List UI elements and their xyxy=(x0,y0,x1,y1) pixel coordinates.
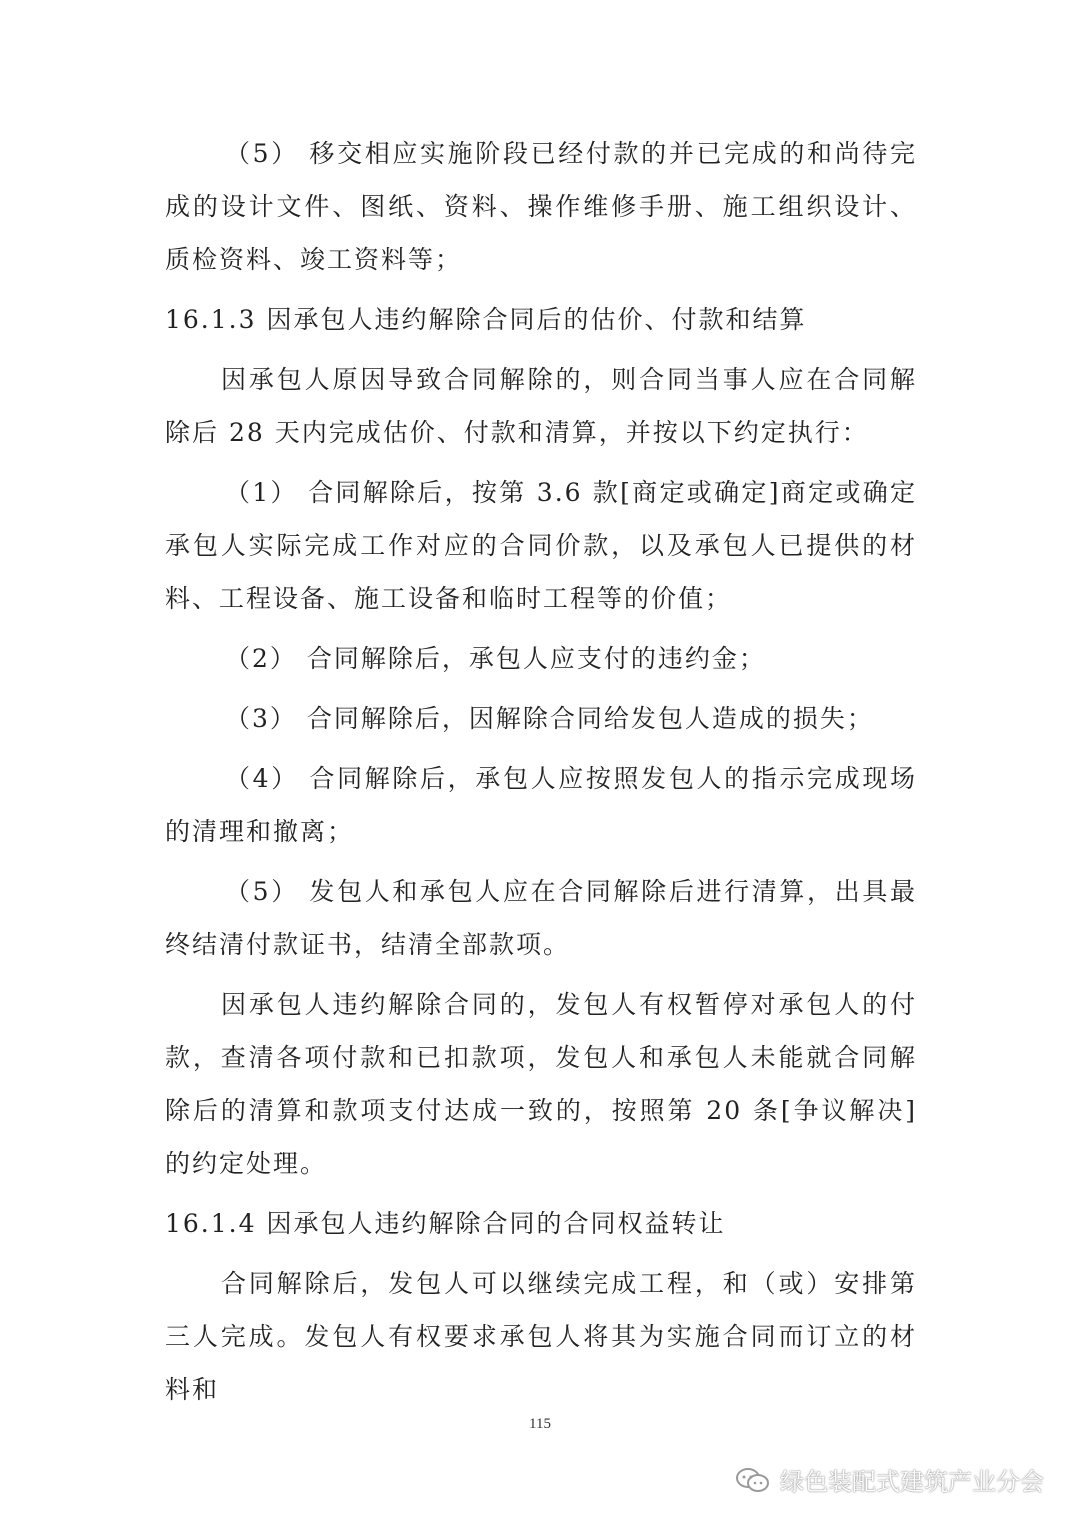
paragraph-item-1-valuation: （1） 合同解除后，按第 3.6 款[商定或确定]商定或确定承包人实际完成工作对应的合同价款，以及承包人已提供的材料、工程设备、施工设备和临时工程等的价值； xyxy=(165,478,917,613)
paragraph-payment-suspension: 因承包人违约解除合同的，发包人有权暂停对承包人的付款，查清各项付款和已扣款项，发包人和承包人未能就合同解除后的清算和款项支付达成一致的，按照第 20 条[争议解决]的约定处理。 xyxy=(165,990,917,1178)
section-heading-16-1-4: 16.1.4 因承包人违约解除合同的合同权益转让 xyxy=(165,1209,726,1238)
section-heading-16-1-3: 16.1.3 因承包人违约解除合同后的估价、付款和结算 xyxy=(165,305,807,334)
page-number: 115 xyxy=(529,1416,551,1432)
watermark-text: 绿色装配式建筑产业分会 xyxy=(780,1468,1044,1496)
paragraph-item-3-loss: （3） 合同解除后，因解除合同给发包人造成的损失； xyxy=(225,704,874,733)
paragraph-item-5-final-settlement: （5） 发包人和承包人应在合同解除后进行清算，出具最终结清付款证书，结清全部款项。 xyxy=(165,877,917,959)
paragraph-termination-settlement: 因承包人原因导致合同解除的，则合同当事人应在合同解除后 28 天内完成估价、付款和清算，并按以下约定执行： xyxy=(165,365,917,447)
paragraph-rights-transfer: 合同解除后，发包人可以继续完成工程，和（或）安排第三人完成。发包人有权要求承包人将其为实施合同而订立的材料和 xyxy=(165,1269,917,1404)
paragraph-item-2-penalty: （2） 合同解除后，承包人应支付的违约金； xyxy=(225,644,766,673)
paragraph-item-4-site-clearance: （4） 合同解除后，承包人应按照发包人的指示完成现场的清理和撤离； xyxy=(165,764,917,846)
paragraph-item-5-handover: （5） 移交相应实施阶段已经付款的并已完成的和尚待完成的设计文件、图纸、资料、操作维修手册、施工组织设计、质检资料、竣工资料等； xyxy=(165,139,917,274)
watermark xyxy=(734,1462,1044,1497)
document-body xyxy=(165,127,917,1416)
wechat-icon xyxy=(734,1466,772,1494)
